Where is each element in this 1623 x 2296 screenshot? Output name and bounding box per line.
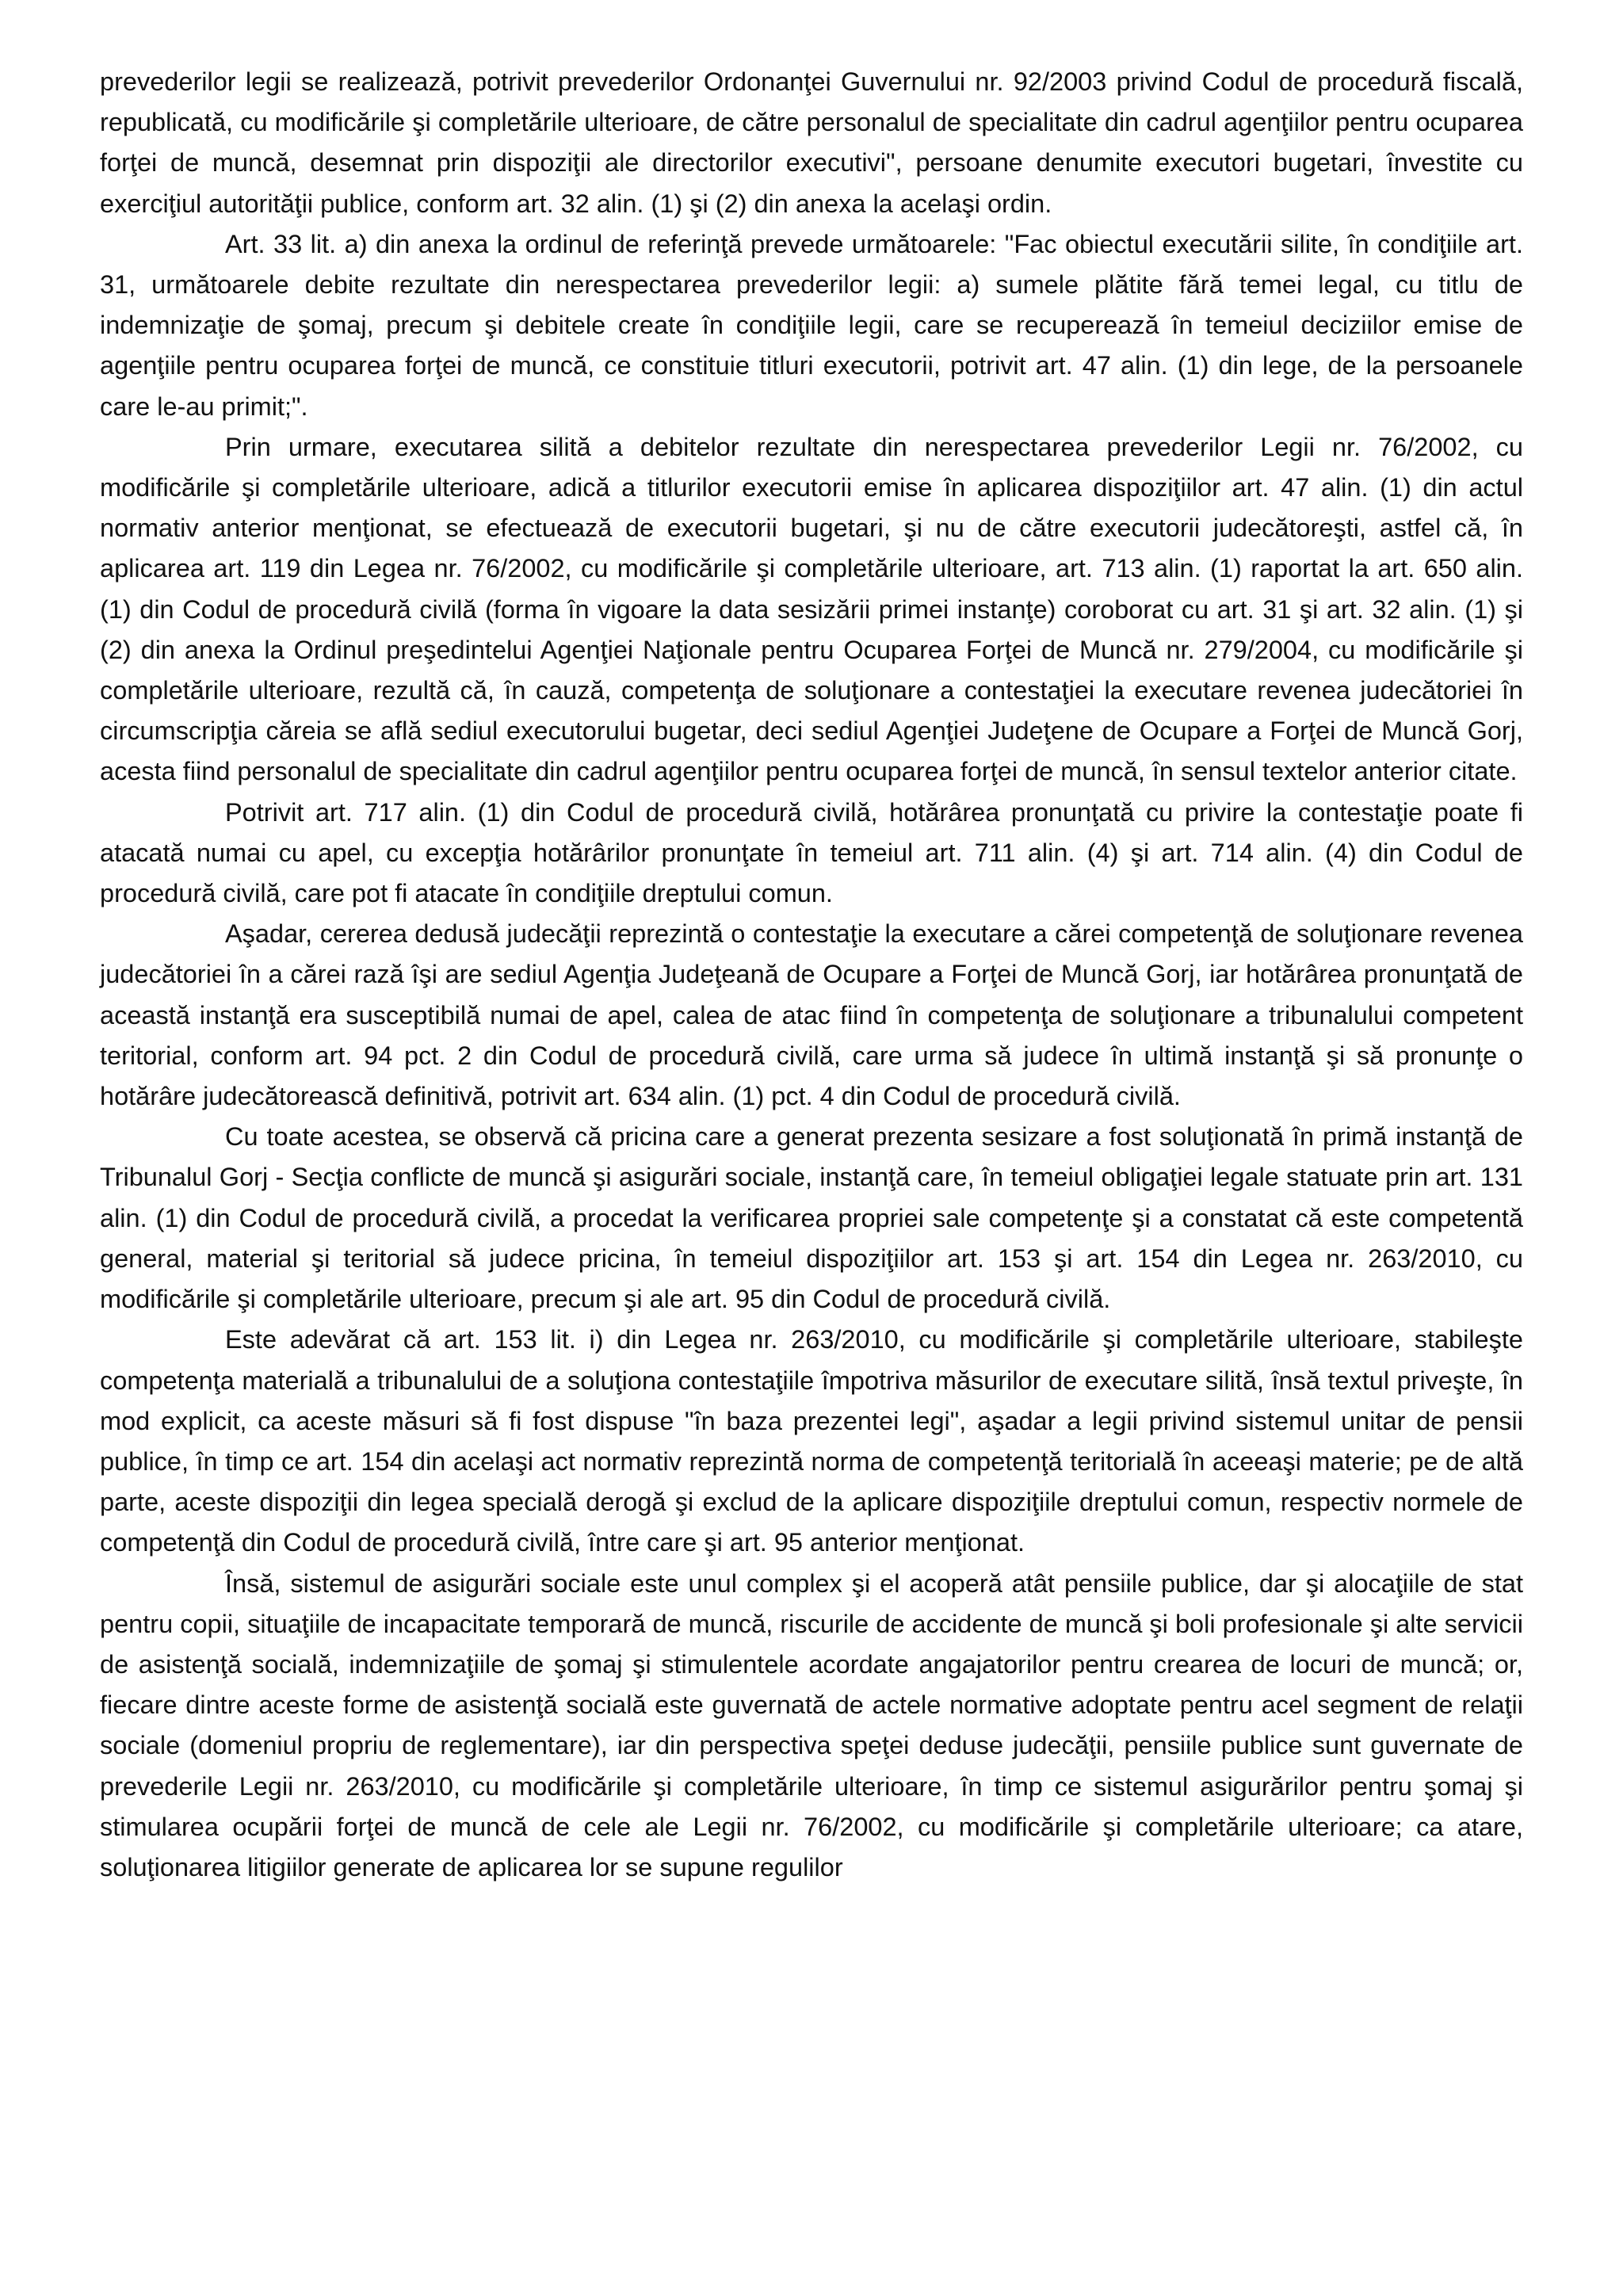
paragraph-cu-toate-acestea: Cu toate acestea, se observă că pricina care a generat prezenta sesizare a fost soluţionată în primă instanţă de Tribunalul Gorj - Secţia conflicte de muncă şi asigurări sociale, instanţă care, în temeiul obligaţiei legale statuate prin art. 131 alin. (1) din Codul de procedură civilă, a procedat la verificarea propriei sale competenţe şi a constatat că este competentă general, material şi teritorial să judece pricina, în temeiul dispoziţiilor art. 153 şi art. 154 din Legea nr. 263/2010, cu modificările şi completările ulterioare, precum şi ale art. 95 din Codul de procedură civilă. bbox=[100, 1122, 1523, 1314]
paragraph-insa: Însă, sistemul de asigurări sociale este unul complex şi el acoperă atât pensiile publice, dar şi alocaţiile de stat pentru copii, situaţiile de incapacitate temporară de muncă, riscurile de accidente de muncă şi boli profesionale şi alte servicii de asistenţă socială, indemnizaţiile de şomaj şi stimulentele acordate angajatorilor pentru crearea de locuri de muncă; or, fiecare dintre aceste forme de asistenţă socială este guvernată de actele normative adoptate pentru acel segment de relaţii sociale (domeniul propriu de reglementare), iar din perspectiva speţei deduse judecăţii, pensiile publice sunt guvernate de prevederile Legii nr. 263/2010, cu modificările şi completările ulterioare, în timp ce sistemul asigurărilor pentru şomaj şi stimularea ocupării forţei de muncă de cele ale Legii nr. 76/2002, cu modificările şi completările ulterioare; ca atare, soluţionarea litigiilor generate de aplicarea lor se supune regulilor bbox=[100, 1568, 1523, 1881]
paragraph-este-adevarat: Este adevărat că art. 153 lit. i) din Legea nr. 263/2010, cu modificările şi completările ulterioare, stabileşte competenţa materială a tribunalului de a soluţiona contestaţiile împotriva măsurilor de executare silită, însă textul priveşte, în mod explicit, ca aceste măsuri să fi fost dispuse "în baza prezentei legi", aşadar a legii privind sistemul unitar de pensii publice, în timp ce art. 154 din acelaşi act normativ reprezintă norma de competenţă teritorială în aceeaşi materie; pe de altă parte, aceste dispoziţii din legea specială derogă şi exclud de la aplicare dispoziţiile dreptului comun, respectiv normele de competenţă din Codul de procedură civilă, între care şi art. 95 anterior menţionat. bbox=[100, 1325, 1523, 1557]
paragraph-asadar: Aşadar, cererea dedusă judecăţii reprezintă o contestaţie la executare a cărei competenţă de soluţionare revenea judecătoriei în a cărei rază îşi are sediul Agenţia Judeţeană de Ocupare a Forţei de Muncă Gorj, iar hotărârea pronunţată de această instanţă era susceptibilă numai de apel, calea de atac fiind în competenţa de soluţionare a tribunalului competent teritorial, conform art. 94 pct. 2 din Codul de procedură civilă, care urma să judece în ultimă instanţă şi să pronunţe o hotărâre judecătorească definitivă, potrivit art. 634 alin. (1) pct. 4 din Codul de procedură civilă. bbox=[100, 919, 1523, 1111]
document-page bbox=[100, 62, 1523, 1888]
paragraph-art-717: Potrivit art. 717 alin. (1) din Codul de procedură civilă, hotărârea pronunţată cu privire la contestaţie poate fi atacată numai cu apel, cu excepţia hotărârilor pronunţate în temeiul art. 711 alin. (4) şi art. 714 alin. (4) din Codul de procedură civilă, care pot fi atacate în condiţiile dreptului comun. bbox=[100, 797, 1523, 908]
paragraph-continuation: prevederilor legii se realizează, potrivit prevederilor Ordonanţei Guvernului nr. 92/2003 privind Codul de procedură fiscală, republicată, cu modificările şi completările ulterioare, de către personalul de specialitate din cadrul agenţiilor pentru ocuparea forţei de muncă, desemnat prin dispoziţii ale directorilor executivi", persoane denumite executori bugetari, învestite cu exerciţiul autorităţii publice, conform art. 32 alin. (1) şi (2) din anexa la acelaşi ordin. bbox=[100, 67, 1523, 218]
paragraph-prin-urmare: Prin urmare, executarea silită a debitelor rezultate din nerespectarea prevederilor Legii nr. 76/2002, cu modificările şi completările ulterioare, adică a titlurilor executorii emise în aplicarea dispoziţiilor art. 47 alin. (1) din actul normativ anterior menţionat, se efectuează de executorii bugetari, şi nu de către executorii judecătoreşti, astfel că, în aplicarea art. 119 din Legea nr. 76/2002, cu modificările şi completările ulterioare, art. 713 alin. (1) raportat la art. 650 alin. (1) din Codul de procedură civilă (forma în vigoare la data sesizării primei instanţe) coroborat cu art. 31 şi art. 32 alin. (1) şi (2) din anexa la Ordinul preşedintelui Agenţiei Naţionale pentru Ocuparea Forţei de Muncă nr. 279/2004, cu modificările şi completările ulterioare, rezultă că, în cauză, competenţa de soluţionare a contestaţiei la executare revenea judecătoriei în circumscripţia căreia se află sediul executorului bugetar, deci sediul Agenţiei Judeţene de Ocupare a Forţei de Muncă Gorj, acesta fiind personalul de specialitate din cadrul agenţiilor pentru ocuparea forţei de muncă, în sensul textelor anterior citate. bbox=[100, 432, 1523, 786]
paragraph-art-33: Art. 33 lit. a) din anexa la ordinul de referinţă prevede următoarele: "Fac obiectul executării silite, în condiţiile art. 31, următoarele debite rezultate din nerespectarea prevederilor legii: a) sumele plătite fără temei legal, cu titlu de indemnizaţie de şomaj, precum şi debitele create în condiţiile legii, care se recuperează în temeiul deciziilor emise de agenţiile pentru ocuparea forţei de muncă, ce constituie titluri executorii, potrivit art. 47 alin. (1) din lege, de la persoanele care le-au primit;". bbox=[100, 229, 1523, 421]
